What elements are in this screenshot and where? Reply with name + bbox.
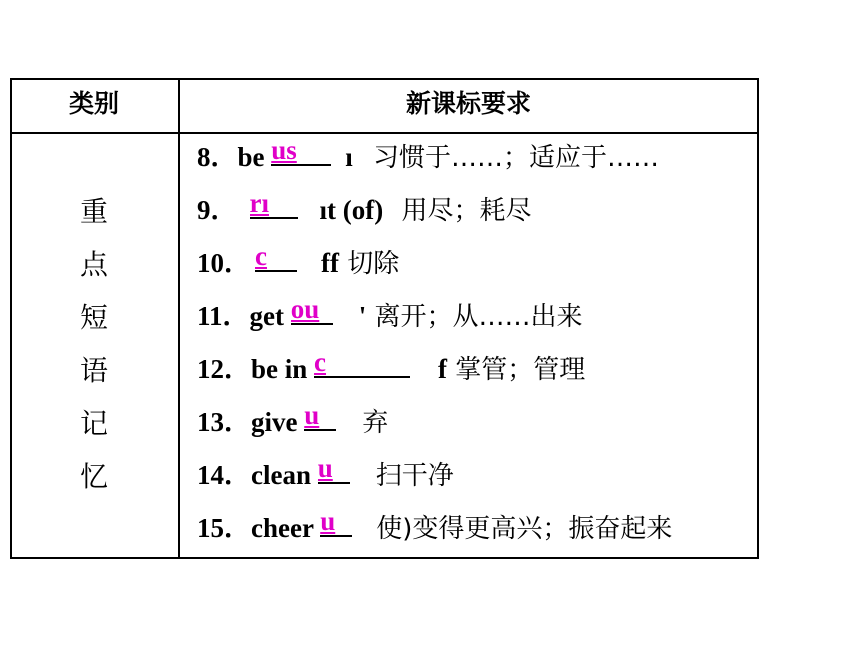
- header-category: 类别: [68, 89, 119, 118]
- phrase-suffix: ı: [345, 142, 353, 172]
- answer-blank: us: [271, 136, 331, 166]
- row-number: 9．: [197, 195, 238, 225]
- phrase-prefix: get: [249, 301, 291, 331]
- row-number: 12．: [197, 354, 251, 384]
- column-divider: [178, 78, 180, 559]
- phrase-row: [197, 189, 531, 229]
- phrase-row: [197, 242, 399, 282]
- phrase-suffix: ıt (of): [319, 195, 384, 225]
- phrase-prefix: give: [251, 407, 305, 437]
- table-border-right: [757, 78, 759, 559]
- phrase-row: [197, 401, 388, 441]
- phrase-prefix: be: [237, 142, 272, 172]
- row-number: 14．: [197, 460, 251, 490]
- row-number: 8．: [197, 142, 238, 172]
- answer-blank: c: [314, 348, 410, 378]
- answer-blank: u: [318, 454, 350, 484]
- header-divider: [10, 132, 759, 134]
- category-char: 记: [79, 407, 108, 440]
- phrase-row: [197, 295, 583, 335]
- category-char: 重: [79, 195, 108, 228]
- phrase-prefix: cheer: [251, 513, 321, 543]
- phrase-meaning: 扫干净: [375, 461, 454, 491]
- phrase-meaning: 习惯于……；适应于……: [364, 143, 660, 173]
- phrase-meaning: 切除: [338, 249, 400, 279]
- category-char: 短: [79, 301, 108, 334]
- phrase-meaning: 弃: [362, 408, 389, 438]
- phrase-suffix: ': [358, 301, 367, 331]
- phrase-prefix: be in: [251, 354, 315, 384]
- category-char: 语: [79, 354, 108, 387]
- phrase-row: [197, 348, 585, 388]
- answer-blank: u: [320, 507, 352, 537]
- phrase-meaning: 用尽；耗尽: [393, 196, 532, 226]
- phrase-meaning: 掌管；管理: [447, 355, 586, 385]
- category-char: 点: [79, 248, 108, 281]
- answer-blank: rı: [250, 189, 298, 219]
- row-number: 15．: [197, 513, 251, 543]
- row-number: 13．: [197, 407, 251, 437]
- phrase-suffix: ff: [321, 248, 339, 278]
- answer-blank: ou: [291, 295, 333, 325]
- phrase-meaning: 使)变得更高兴；振奋起来: [376, 514, 673, 544]
- answer-blank: c: [255, 242, 297, 272]
- row-number: 10．: [197, 248, 251, 278]
- phrase-suffix: f: [438, 354, 448, 384]
- header-requirement: 新课标要求: [405, 89, 531, 118]
- table-border-bottom: [10, 557, 759, 559]
- phrase-row: [197, 136, 659, 176]
- phrase-table: [10, 78, 759, 559]
- category-char: 忆: [79, 460, 108, 493]
- phrase-meaning: 离开；从……出来: [366, 302, 583, 332]
- phrase-row: [197, 507, 672, 547]
- row-number: 11．: [197, 301, 250, 331]
- phrase-prefix: clean: [251, 460, 318, 490]
- phrase-row: [197, 454, 454, 494]
- answer-blank: u: [304, 401, 336, 431]
